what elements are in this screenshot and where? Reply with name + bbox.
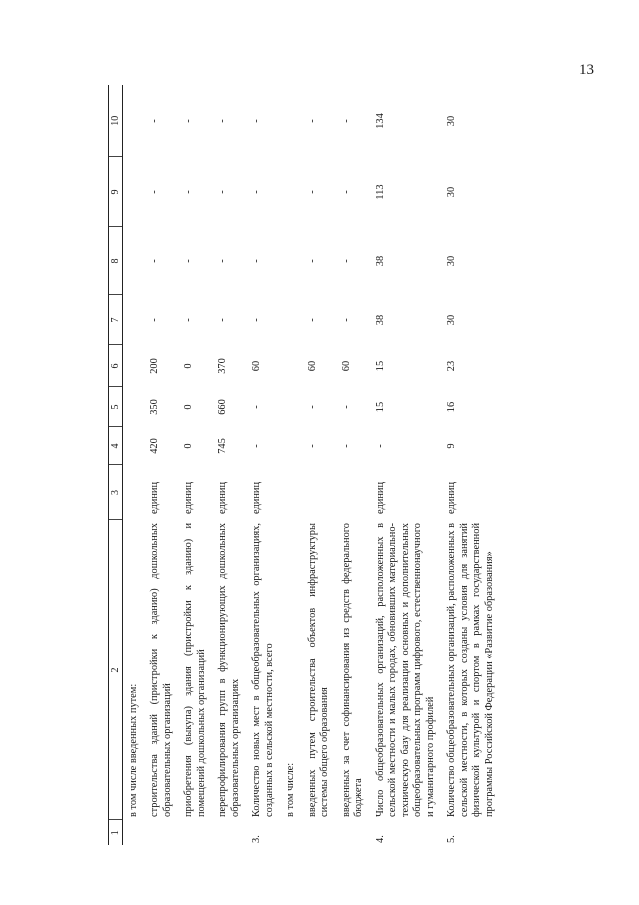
row-number: 5.	[446, 835, 458, 843]
unit-of-measure: единиц	[251, 481, 263, 514]
column-header: 7	[109, 295, 123, 345]
table-body	[123, 85, 501, 845]
indicator-value: -	[251, 259, 263, 263]
indicator-value: -	[306, 190, 318, 194]
column-header: 6	[109, 345, 123, 387]
indicator-value: -	[374, 444, 386, 448]
indicator-value: 30	[446, 115, 458, 127]
indicator-value: -	[251, 119, 263, 123]
row-number	[212, 820, 246, 845]
indicator-value: -	[217, 318, 229, 322]
unit-of-measure	[280, 465, 301, 520]
table-row	[212, 85, 246, 845]
table-row	[370, 85, 441, 845]
indicator-description: Число общеобразовательных организаций, расположенных в сельской местности и малых городах, обновивших материально-техническую базу для реализации основных и дополнительных общеобразовательных программ цифрового, естественнонаучного и гуманитарного профилей	[374, 523, 436, 817]
row-number	[144, 820, 178, 845]
indicator-value	[280, 227, 301, 295]
indicator-value	[123, 345, 145, 387]
indicator-value: 134	[374, 113, 386, 129]
indicator-description: введенных путем строительства объектов инфраструктуры системы общего образования	[306, 523, 331, 817]
indicator-value: 660	[217, 399, 229, 415]
indicator-value: 0	[183, 443, 195, 449]
indicator-value: -	[251, 405, 263, 409]
indicator-value: 23	[446, 360, 458, 372]
row-number	[123, 820, 145, 845]
indicator-value: -	[149, 119, 161, 123]
row-number: 4.	[374, 835, 386, 843]
table-row	[178, 85, 212, 845]
indicator-value: -	[306, 444, 318, 448]
indicator-value: 370	[217, 358, 229, 374]
indicator-value: 15	[374, 360, 386, 372]
indicator-value: -	[183, 259, 195, 263]
indicator-description: перепрофилирования групп в функционирующих дошкольных образовательных организациях	[217, 523, 241, 817]
table-row	[441, 85, 500, 845]
table-row	[280, 85, 301, 845]
indicator-value: 30	[446, 314, 458, 326]
row-number	[280, 820, 301, 845]
column-header: 4	[109, 427, 123, 465]
indicator-value	[280, 295, 301, 345]
indicator-value: -	[217, 119, 229, 123]
indicator-value: -	[183, 190, 195, 194]
indicator-value: -	[340, 318, 352, 322]
indicator-description: приобретения (выкупа) здания (пристройки к зданию) и помещений дошкольных организаций	[183, 523, 207, 817]
indicator-description: Количество общеобразовательных организаций, расположенных в сельской местности, в которых созданы условия для занятий физической культурой и спортом в рамках государственной программы Российской Федерации «Развитие образования»	[446, 523, 495, 817]
indicator-description: строительства зданий (пристройки к зданию) дошкольных образовательных организаций	[149, 523, 173, 817]
column-header: 3	[109, 465, 123, 520]
indicator-value	[280, 85, 301, 157]
indicator-value: -	[340, 259, 352, 263]
indicator-value: -	[340, 444, 352, 448]
indicator-value: -	[340, 405, 352, 409]
indicator-value: 9	[446, 443, 458, 449]
indicator-value: -	[183, 318, 195, 322]
unit-of-measure: единиц	[446, 481, 458, 514]
indicator-value	[280, 387, 301, 427]
indicator-value: 30	[446, 186, 458, 198]
indicator-value: -	[217, 259, 229, 263]
indicator-value: -	[217, 190, 229, 194]
indicator-value: -	[306, 119, 318, 123]
unit-of-measure	[123, 465, 145, 520]
table-row	[144, 85, 178, 845]
unit-of-measure: единиц	[217, 481, 229, 514]
indicator-value	[280, 427, 301, 465]
table-header-row	[109, 85, 123, 845]
indicator-value: 60	[306, 360, 318, 372]
indicator-value: -	[306, 318, 318, 322]
indicator-value: -	[149, 190, 161, 194]
unit-of-measure: единиц	[149, 481, 161, 514]
indicator-value: 0	[183, 363, 195, 369]
column-header: 9	[109, 157, 123, 227]
indicator-description: введенных за счет софинансирования из средств федерального бюджета	[340, 523, 365, 817]
indicator-value: 420	[149, 438, 161, 454]
indicator-value: -	[251, 444, 263, 448]
row-number: 3.	[251, 835, 263, 843]
table-row	[246, 85, 280, 845]
indicator-value	[123, 227, 145, 295]
indicator-description: в том числе:	[285, 762, 297, 817]
indicator-value: 60	[251, 360, 263, 372]
indicator-description: Количество новых мест в общеобразовательных организациях, созданных в сельской местности, всего	[251, 523, 275, 817]
indicator-value: -	[340, 119, 352, 123]
indicator-value: -	[149, 259, 161, 263]
unit-of-measure	[302, 465, 336, 520]
indicator-value: -	[306, 405, 318, 409]
indicator-value	[123, 157, 145, 227]
column-header: 1	[109, 820, 123, 845]
indicator-value: 30	[446, 255, 458, 267]
indicator-value: 38	[374, 255, 386, 267]
unit-of-measure: единиц	[183, 481, 195, 514]
indicator-value: 15	[374, 401, 386, 413]
indicator-value: -	[251, 190, 263, 194]
indicator-value: -	[306, 259, 318, 263]
indicator-value	[123, 427, 145, 465]
row-number	[178, 820, 212, 845]
indicator-value: 200	[149, 358, 161, 374]
indicator-value: 16	[446, 401, 458, 413]
indicator-value: 745	[217, 438, 229, 454]
row-number	[336, 820, 370, 845]
indicators-table	[108, 85, 500, 845]
indicator-value: -	[340, 190, 352, 194]
row-number	[302, 820, 336, 845]
indicator-value	[123, 295, 145, 345]
unit-of-measure: единиц	[374, 481, 386, 514]
rotated-table-sheet	[108, 85, 608, 845]
indicator-description: в том числе введенных путем:	[128, 683, 139, 817]
table-row	[123, 85, 145, 845]
indicator-value: -	[251, 318, 263, 322]
indicator-value: 113	[374, 184, 386, 200]
table-row	[302, 85, 336, 845]
column-header: 10	[109, 85, 123, 157]
indicator-value: 350	[149, 399, 161, 415]
page-number: 13	[579, 62, 594, 78]
indicator-value	[280, 157, 301, 227]
indicator-value: -	[149, 318, 161, 322]
indicator-value: 60	[340, 360, 352, 372]
indicator-value: 0	[183, 404, 195, 410]
indicator-value	[280, 345, 301, 387]
indicator-value	[123, 85, 145, 157]
column-header: 5	[109, 387, 123, 427]
column-header: 8	[109, 227, 123, 295]
unit-of-measure	[336, 465, 370, 520]
table-row	[336, 85, 370, 845]
column-header: 2	[109, 520, 123, 820]
indicator-value: -	[183, 119, 195, 123]
indicator-value	[123, 387, 145, 427]
indicator-value: 38	[374, 314, 386, 326]
